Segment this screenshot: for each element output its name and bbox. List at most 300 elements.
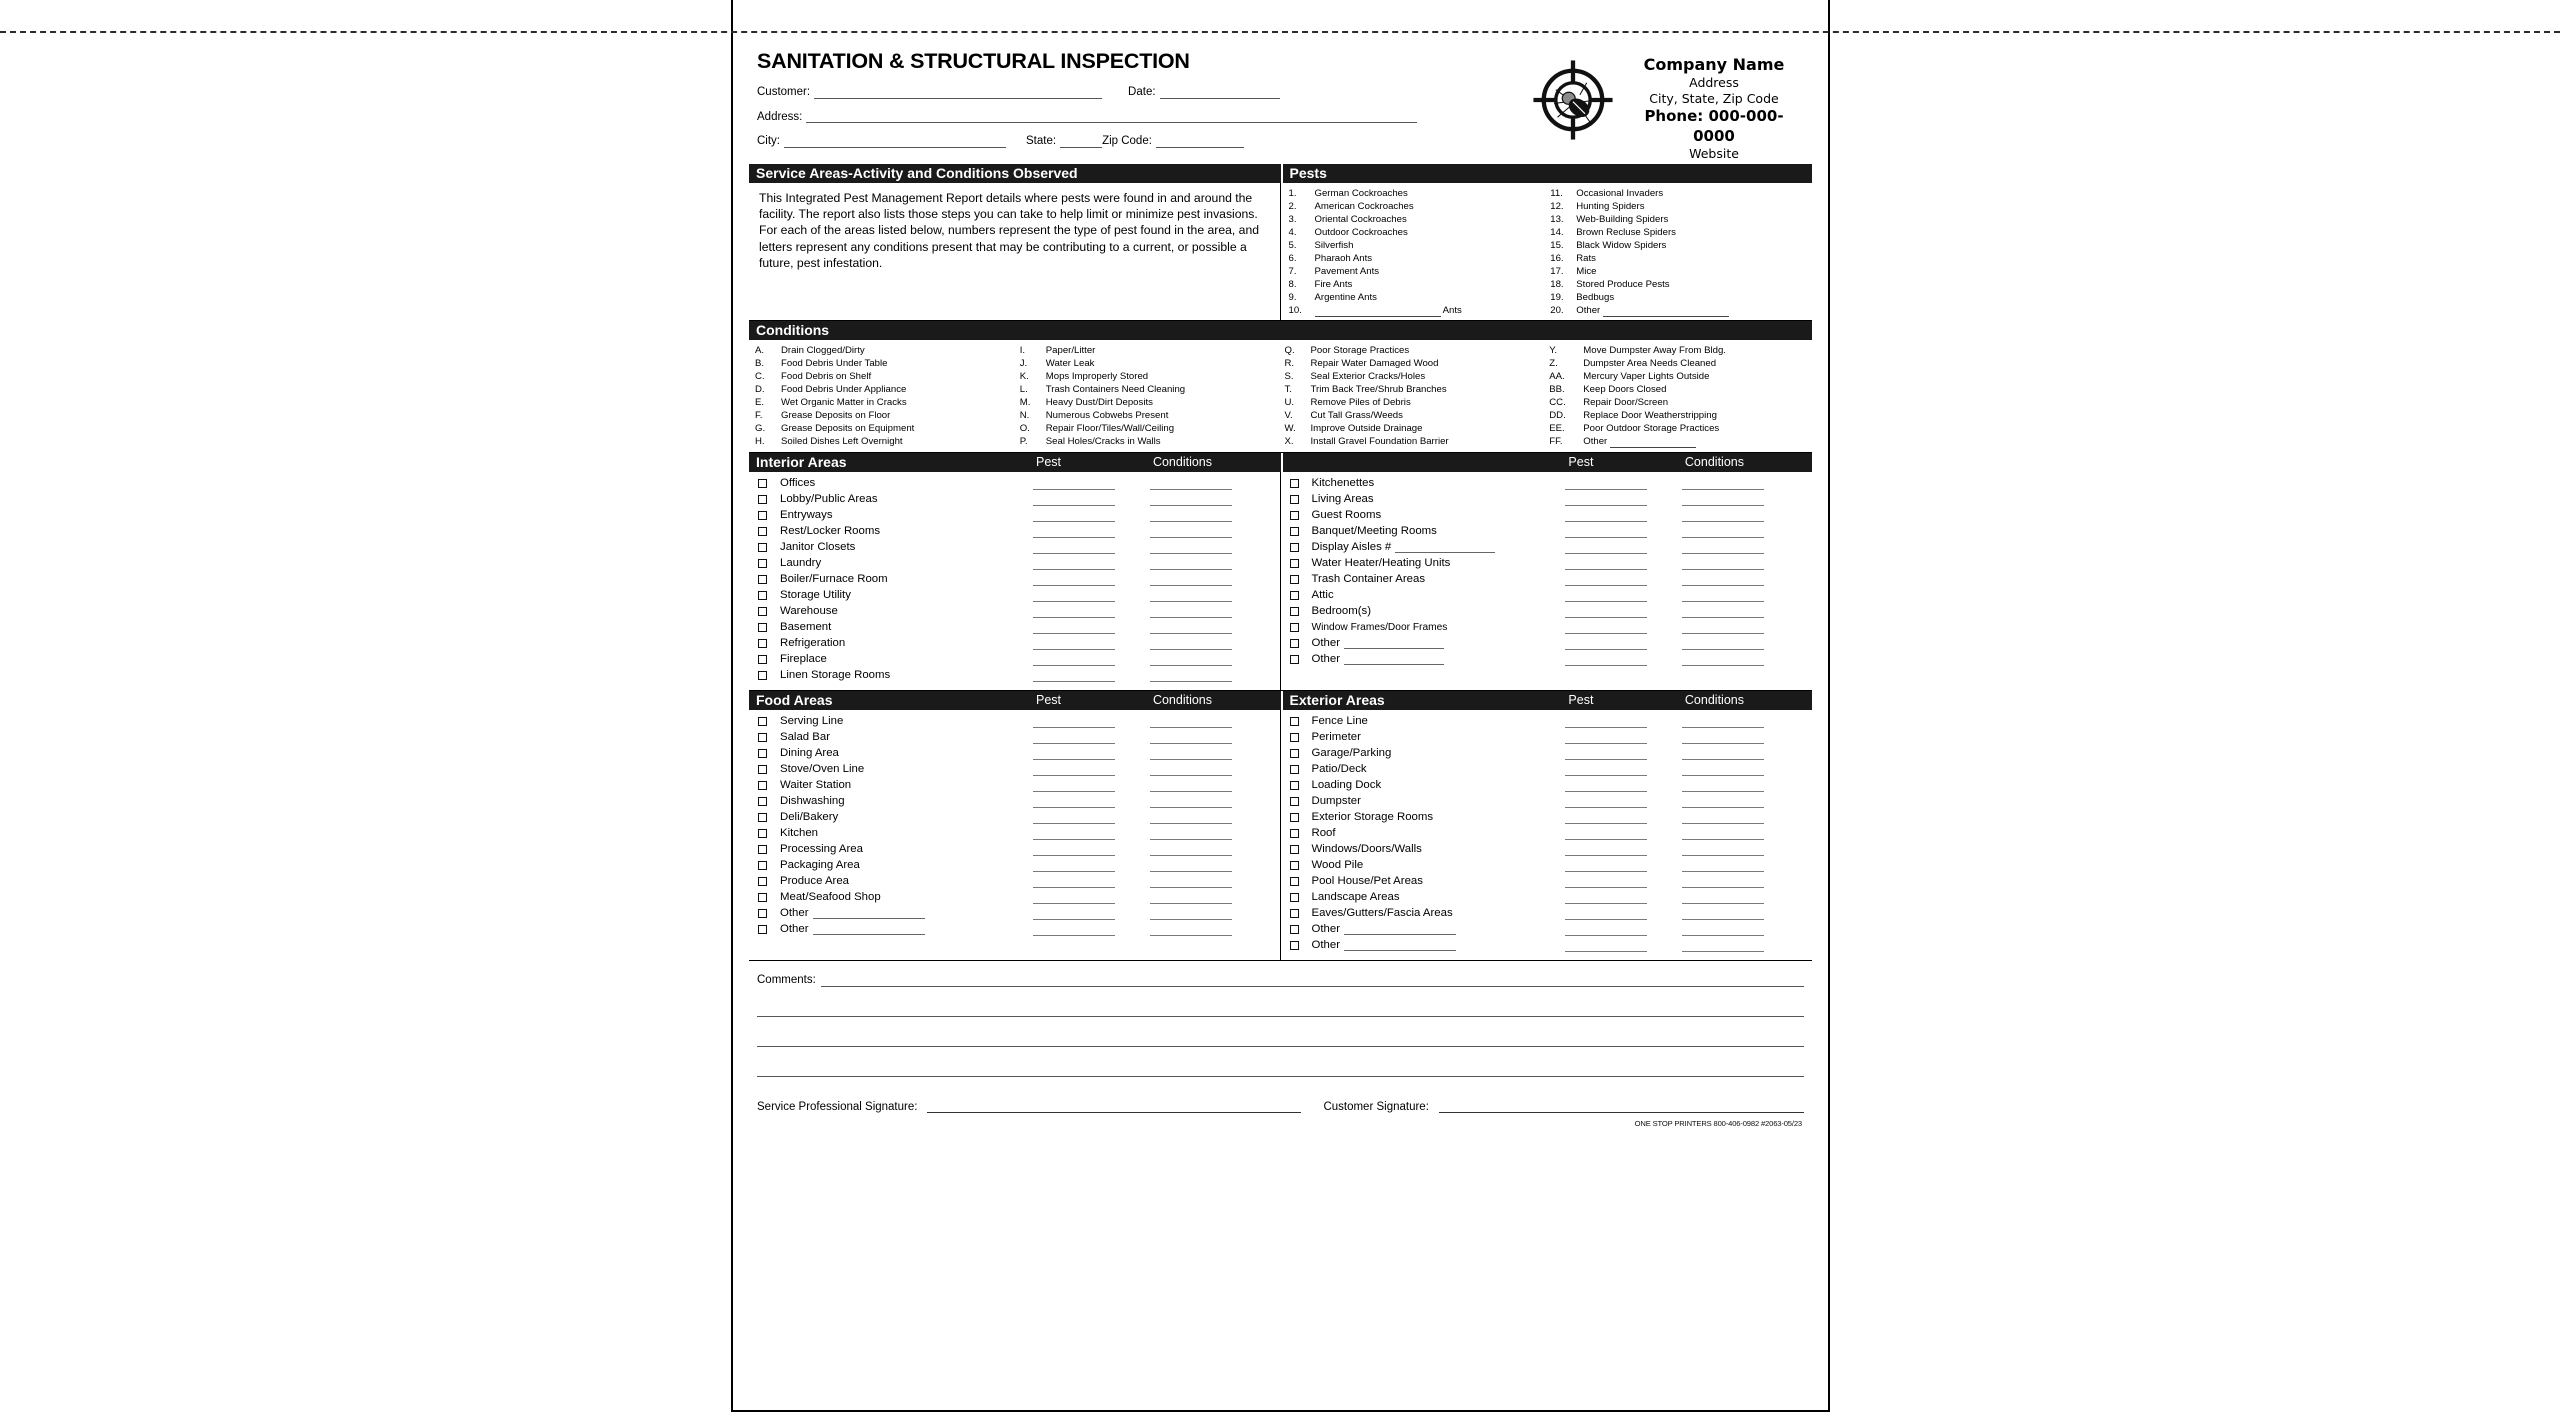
checkbox[interactable] [1290,877,1299,886]
area-write-in[interactable] [1395,543,1495,553]
conditions-write-in[interactable] [1150,537,1232,538]
pest-write-in[interactable] [1565,665,1647,666]
list-item-number: M. [1019,397,1031,408]
list-item [1281,422,1546,435]
checkbox[interactable] [1290,655,1299,664]
pest-write-in[interactable] [1565,649,1647,650]
pest-write-in[interactable] [1033,649,1115,650]
customer-signature-label: Customer Signature: [1323,1100,1429,1113]
pest-write-in[interactable] [1033,887,1115,888]
checkbox[interactable] [758,559,767,568]
conditions-write-in[interactable] [1150,791,1232,792]
list-item [1285,187,1547,200]
area-label: Waiter Station [780,779,852,791]
comments-input-2[interactable] [757,1006,1804,1017]
pest-write-in[interactable] [1565,633,1647,634]
pest-write-in[interactable] [1565,569,1647,570]
checkbox[interactable] [758,479,767,488]
checkbox[interactable] [1290,591,1299,600]
pest-write-in[interactable] [1565,759,1647,760]
checkbox[interactable] [758,717,767,726]
conditions-write-in[interactable] [1682,727,1764,728]
list-item-label: Pavement Ants [1314,266,1380,277]
list-item-label: Web-Building Spiders [1576,214,1669,225]
pest-write-in[interactable] [1033,839,1115,840]
conditions-write-in[interactable] [1682,521,1764,522]
conditions-write-in[interactable] [1682,903,1764,904]
pest-write-in[interactable] [1033,759,1115,760]
list-item-number: 2. [1288,201,1297,212]
conditions-write-in[interactable] [1682,823,1764,824]
list-item [1545,409,1810,422]
area-label: Windows/Doors/Walls [1311,843,1422,855]
area-label: Exterior Storage Rooms [1311,811,1434,823]
area-row [749,491,1280,507]
area-row [749,651,1280,667]
checkbox[interactable] [758,671,767,680]
area-row [1281,539,1813,555]
checkbox[interactable] [758,893,767,902]
checkbox[interactable] [758,623,767,632]
checkbox[interactable] [1290,813,1299,822]
conditions-write-in[interactable] [1150,855,1232,856]
area-label: Lobby/Public Areas [780,493,878,505]
conditions-heading: Conditions [749,321,1812,340]
conditions-write-in[interactable] [1150,505,1232,506]
list-item [751,422,1016,435]
list-item-label: Outdoor Cockroaches [1314,227,1408,238]
list-item-label: Install Gravel Foundation Barrier [1310,436,1449,447]
pest-write-in[interactable] [1033,775,1115,776]
checkbox[interactable] [758,797,767,806]
fill-in-blank[interactable] [1315,308,1441,317]
area-row [749,587,1280,603]
area-row [1281,729,1813,745]
pest-write-in[interactable] [1565,823,1647,824]
pest-write-in[interactable] [1565,553,1647,554]
comments-row [757,1006,1804,1017]
pest-write-in[interactable] [1033,617,1115,618]
fill-in-blank[interactable] [1610,439,1696,448]
area-row [749,857,1280,873]
date-label: Date: [1128,86,1156,98]
comments-input-4[interactable] [757,1066,1804,1077]
pest-write-in[interactable] [1033,743,1115,744]
service-professional-signature-input[interactable] [927,1102,1301,1113]
list-item-number: Q. [1284,345,1295,356]
customer-label: Customer: [757,86,811,98]
list-item-number: CC. [1549,397,1566,408]
pest-write-in[interactable] [1033,633,1115,634]
conditions-write-in[interactable] [1150,839,1232,840]
list-item-number: A. [755,345,765,356]
checkbox[interactable] [1290,941,1299,950]
comments-row [757,1066,1804,1077]
food-pest-column-header: Pest [1036,693,1062,707]
zip-label: Zip Code: [1102,135,1152,147]
area-write-in[interactable] [1344,655,1444,665]
list-item [1016,422,1281,435]
list-item [1546,278,1808,291]
conditions-write-in[interactable] [1682,601,1764,602]
conditions-write-in[interactable] [1682,617,1764,618]
checkbox[interactable] [1290,511,1299,520]
exterior-conditions-column-header: Conditions [1684,693,1744,707]
checkbox[interactable] [758,925,767,934]
conditions-write-in[interactable] [1150,743,1232,744]
list-item [1546,304,1808,317]
area-row [1281,793,1813,809]
checkbox[interactable] [758,591,767,600]
checkbox[interactable] [758,813,767,822]
conditions-write-in[interactable] [1682,743,1764,744]
pest-write-in[interactable] [1565,727,1647,728]
checkbox[interactable] [758,765,767,774]
list-item-label: Oriental Cockroaches [1314,214,1407,225]
area-row [749,713,1280,729]
list-item [1016,357,1281,370]
checkbox[interactable] [1290,893,1299,902]
checkbox[interactable] [1290,845,1299,854]
pest-write-in[interactable] [1033,537,1115,538]
conditions-write-in[interactable] [1682,585,1764,586]
area-row [749,777,1280,793]
checkbox[interactable] [1290,733,1299,742]
list-item-label: Seal Exterior Cracks/Holes [1310,371,1426,382]
conditions-write-in[interactable] [1682,759,1764,760]
city-input[interactable] [784,137,1006,148]
state-input[interactable] [1060,137,1102,148]
food-exterior-body [749,710,1812,961]
pest-write-in[interactable] [1565,935,1647,936]
conditions-write-in[interactable] [1682,553,1764,554]
list-item-label: Stored Produce Pests [1576,279,1670,290]
conditions-write-in[interactable] [1150,871,1232,872]
conditions-write-in[interactable] [1682,951,1764,952]
area-row [1281,761,1813,777]
form-header [749,49,1812,164]
customer-info-fields [757,87,1417,148]
list-item-number: 3. [1288,214,1297,225]
pests-column-right [1546,187,1808,317]
checkbox[interactable] [758,781,767,790]
area-row [1281,619,1813,635]
area-write-in[interactable] [1344,941,1456,951]
address-input[interactable] [806,112,1417,123]
checkbox[interactable] [1290,797,1299,806]
pest-write-in[interactable] [1033,823,1115,824]
pest-write-in[interactable] [1033,903,1115,904]
inspection-form-page [731,0,1830,1412]
pest-write-in[interactable] [1033,807,1115,808]
area-write-in[interactable] [1344,639,1444,649]
list-item [1281,370,1546,383]
list-item [1546,252,1808,265]
checkbox[interactable] [758,733,767,742]
list-item-label: Soiled Dishes Left Overnight [781,436,903,447]
conditions-write-in[interactable] [1150,681,1232,682]
pest-write-in[interactable] [1565,791,1647,792]
conditions-write-in[interactable] [1150,489,1232,490]
checkbox[interactable] [1290,765,1299,774]
area-row [749,555,1280,571]
conditions-write-in[interactable] [1150,775,1232,776]
pest-write-in[interactable] [1565,617,1647,618]
area-row [1281,745,1813,761]
list-item-label: Food Debris Under Table [781,358,888,369]
list-item [1281,357,1546,370]
checkbox[interactable] [758,575,767,584]
conditions-write-in[interactable] [1150,807,1232,808]
checkbox[interactable] [758,877,767,886]
conditions-write-in[interactable] [1150,521,1232,522]
pests-heading: Pests [1281,164,1813,183]
pest-write-in[interactable] [1565,807,1647,808]
area-row [1281,873,1813,889]
list-item-label: Food Debris on Shelf [781,371,872,382]
checkbox[interactable] [758,639,767,648]
list-item-label: Replace Door Weatherstripping [1583,410,1717,421]
city-state-zip-row [757,136,1417,148]
conditions-write-in[interactable] [1150,569,1232,570]
conditions-write-in[interactable] [1682,791,1764,792]
pest-write-in[interactable] [1565,537,1647,538]
checkbox[interactable] [1290,479,1299,488]
company-address: Address [1689,75,1739,91]
area-label: Kitchenettes [1311,477,1375,489]
pest-write-in[interactable] [1033,665,1115,666]
interior-pest-column-header: Pest [1036,455,1062,469]
pest-write-in[interactable] [1033,521,1115,522]
conditions-column-2 [1016,344,1281,448]
customer-input[interactable] [814,88,1102,99]
checkbox[interactable] [758,527,767,536]
pest-write-in[interactable] [1565,601,1647,602]
checkbox[interactable] [758,495,767,504]
conditions-write-in[interactable] [1150,617,1232,618]
pest-write-in[interactable] [1565,871,1647,872]
conditions-write-in[interactable] [1150,601,1232,602]
checkbox[interactable] [758,511,767,520]
list-item-number: FF. [1549,436,1563,447]
checkbox[interactable] [1290,717,1299,726]
area-row [749,825,1280,841]
checkbox[interactable] [1290,639,1299,648]
list-item [1545,396,1810,409]
conditions-write-in[interactable] [1682,855,1764,856]
date-input[interactable] [1160,88,1280,99]
company-info [1624,55,1804,162]
checkbox[interactable] [758,909,767,918]
area-label: Roof [1311,827,1336,839]
customer-signature-input[interactable] [1439,1102,1804,1113]
checkbox[interactable] [1290,607,1299,616]
pest-write-in[interactable] [1565,903,1647,904]
pest-write-in[interactable] [1565,585,1647,586]
pest-write-in[interactable] [1565,489,1647,490]
checkbox[interactable] [1290,909,1299,918]
conditions-write-in[interactable] [1150,665,1232,666]
conditions-write-in[interactable] [1682,775,1764,776]
list-item-number: BB. [1549,384,1565,395]
area-label: Serving Line [780,715,844,727]
area-row [1281,571,1813,587]
list-item-number: J. [1019,358,1028,369]
area-row [749,507,1280,523]
checkbox[interactable] [758,607,767,616]
interior-areas-right [1281,472,1813,690]
area-label: Patio/Deck [1311,763,1367,775]
area-row [1281,841,1813,857]
conditions-write-in[interactable] [1682,665,1764,666]
pest-write-in[interactable] [1565,887,1647,888]
checkbox[interactable] [758,543,767,552]
fill-in-blank[interactable] [1603,308,1729,317]
conditions-write-in[interactable] [1682,919,1764,920]
list-item-number: W. [1284,423,1296,434]
conditions-write-in[interactable] [1150,935,1232,936]
list-item-number: V. [1284,410,1293,421]
company-name: Company Name [1643,55,1785,74]
pest-write-in[interactable] [1565,505,1647,506]
list-item-label: Pharaoh Ants [1314,253,1373,264]
exterior-areas-heading: Exterior Areas Pest Conditions [1281,691,1813,710]
checkbox[interactable] [1290,749,1299,758]
checkbox[interactable] [758,845,767,854]
checkbox[interactable] [1290,543,1299,552]
area-row [749,523,1280,539]
area-row [1281,635,1813,651]
pest-write-in[interactable] [1033,681,1115,682]
conditions-write-in[interactable] [1682,871,1764,872]
zip-input[interactable] [1156,137,1244,148]
area-write-in[interactable] [1344,925,1456,935]
area-row [1281,905,1813,921]
conditions-write-in[interactable] [1150,727,1232,728]
list-item-label: Black Widow Spiders [1576,240,1667,251]
list-item [1016,370,1281,383]
checkbox[interactable] [758,829,767,838]
checkbox[interactable] [1290,623,1299,632]
list-item-label: Mice [1576,266,1597,277]
pest-write-in[interactable] [1033,919,1115,920]
conditions-write-in[interactable] [1150,887,1232,888]
pest-write-in[interactable] [1033,871,1115,872]
conditions-write-in[interactable] [1682,807,1764,808]
list-item [1546,187,1808,200]
conditions-write-in[interactable] [1682,569,1764,570]
area-write-in[interactable] [813,925,925,935]
conditions-write-in[interactable] [1682,839,1764,840]
conditions-write-in[interactable] [1682,505,1764,506]
checkbox[interactable] [1290,861,1299,870]
list-item [751,370,1016,383]
conditions-write-in[interactable] [1150,823,1232,824]
area-row [1281,523,1813,539]
checkbox[interactable] [1290,925,1299,934]
list-item-label: Trash Containers Need Cleaning [1045,384,1186,395]
pest-write-in[interactable] [1033,553,1115,554]
area-row [749,475,1280,491]
pest-write-in[interactable] [1565,521,1647,522]
area-label: Dishwashing [780,795,845,807]
pest-write-in[interactable] [1565,775,1647,776]
pest-write-in[interactable] [1033,505,1115,506]
checkbox[interactable] [1290,781,1299,790]
pest-write-in[interactable] [1033,791,1115,792]
area-label: Bedroom(s) [1311,605,1372,617]
pest-write-in[interactable] [1565,839,1647,840]
pest-write-in[interactable] [1033,727,1115,728]
area-label: Wood Pile [1311,859,1364,871]
pest-write-in[interactable] [1033,585,1115,586]
list-item-label: Bedbugs [1576,292,1615,303]
conditions-write-in[interactable] [1150,633,1232,634]
area-row [1281,555,1813,571]
conditions-write-in[interactable] [1150,903,1232,904]
area-label: Entryways [780,509,833,521]
area-label: Rest/Locker Rooms [780,525,881,537]
checkbox[interactable] [758,861,767,870]
pest-write-in[interactable] [1033,569,1115,570]
list-item-number: 8. [1288,279,1297,290]
checkbox[interactable] [1290,527,1299,536]
conditions-write-in[interactable] [1682,489,1764,490]
customer-date-row [757,87,1417,99]
pest-write-in[interactable] [1565,951,1647,952]
conditions-write-in[interactable] [1682,633,1764,634]
list-item-number: E. [755,397,765,408]
conditions-write-in[interactable] [1682,935,1764,936]
area-label: Janitor Closets [780,541,856,553]
conditions-write-in[interactable] [1150,553,1232,554]
pest-write-in[interactable] [1033,935,1115,936]
list-item-number: B. [755,358,765,369]
pest-write-in[interactable] [1033,601,1115,602]
pest-write-in[interactable] [1033,489,1115,490]
address-row [757,112,1417,124]
conditions-write-in[interactable] [1682,537,1764,538]
conditions-write-in[interactable] [1150,759,1232,760]
conditions-write-in[interactable] [1150,919,1232,920]
area-label: Trash Container Areas [1311,573,1426,585]
conditions-write-in[interactable] [1150,649,1232,650]
pest-write-in[interactable] [1033,855,1115,856]
interior-conditions-column-header: Conditions [1152,455,1213,469]
area-row [1281,507,1813,523]
checkbox[interactable] [758,749,767,758]
conditions-write-in[interactable] [1682,887,1764,888]
area-write-in[interactable] [813,909,925,919]
list-item [1546,239,1808,252]
list-item [1285,239,1547,252]
conditions-write-in[interactable] [1150,585,1232,586]
comments-input-1[interactable] [821,976,1804,987]
pest-write-in[interactable] [1565,855,1647,856]
printer-credit: ONE STOP PRINTERS 800-406-0982 #2063-05/23 [1634,1119,1802,1128]
checkbox[interactable] [1290,829,1299,838]
conditions-write-in[interactable] [1682,649,1764,650]
checkbox[interactable] [1290,495,1299,504]
checkbox[interactable] [1290,575,1299,584]
checkbox[interactable] [758,655,767,664]
comments-input-3[interactable] [757,1036,1804,1047]
list-item-number: 6. [1288,253,1297,264]
checkbox[interactable] [1290,559,1299,568]
area-label: Deli/Bakery [780,811,839,823]
pest-write-in[interactable] [1565,919,1647,920]
pest-write-in[interactable] [1565,743,1647,744]
